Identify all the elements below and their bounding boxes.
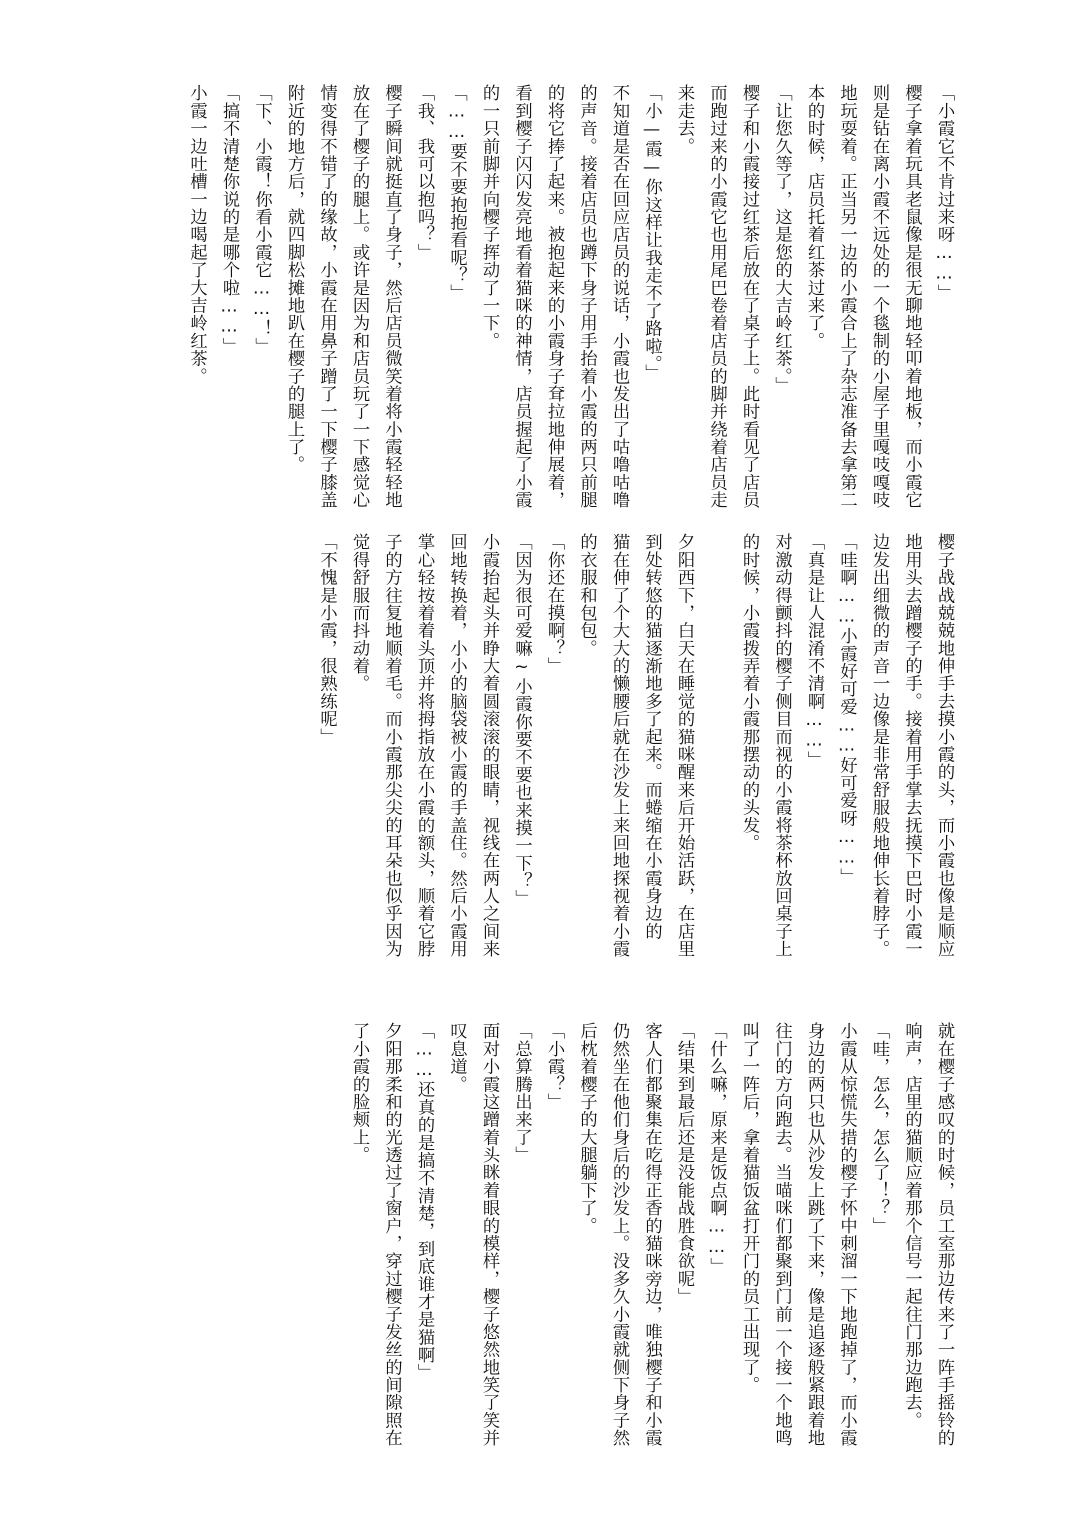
text-line: 樱子战战兢兢地伸手去摸小霞的头，而小霞也像是顺应	[934, 533, 954, 958]
text-line: 觉得舒服而抖动着。	[349, 533, 369, 693]
text-line: 夕阳那柔和的光透过了窗户，穿过樱子发丝的间隙照在	[381, 1022, 402, 1447]
text-line: 「哇啊……小霞好可爱……好可爱呀……」	[836, 533, 857, 886]
text-line: 樱子和小霞接过红茶后放在了桌子上。此时看见了店员	[739, 84, 759, 509]
text-line: 「小—霞—你这样让我走不了路啦。」	[641, 84, 662, 382]
text-line: 则是钻在离小霞不远处的一个毯制的小屋子里嘎吱嘎吱	[869, 84, 889, 509]
text-line: 樱子瞬间就挺直了身子，然后店员微笑着将小霞轻轻地	[381, 84, 402, 509]
text-line: 「小霞？」	[544, 1022, 564, 1111]
text-line: 「因为很可爱嘛~小霞你要不要也来摸一下？」	[511, 533, 532, 908]
text-line: 放在了樱子的腿上。或许是因为和店员玩了一下感觉心	[349, 84, 369, 509]
text-line	[700, 533, 733, 973]
text-column-bottom	[343, 1022, 961, 1462]
text-line: 而跑过来的小霞它也用尾巴卷着店员的脚并绕着店员走	[706, 84, 727, 509]
text-line: 仍然坐在他们身后的沙发上。没多久小霞就侧下身子然	[609, 1022, 629, 1447]
text-column-top	[180, 84, 960, 524]
text-line: 「什么嘛，原来是饭点啊……」	[706, 1022, 727, 1276]
text-line: 的一只前脚并向樱子挥动了一下。	[479, 84, 499, 350]
text-line: 地玩耍着。正当另一边的小霞合上了杂志准备去拿第二	[836, 84, 857, 509]
text-line: 了小霞的脸颊上。	[349, 1022, 369, 1164]
text-line: 地用头去蹭樱子的手。接着用手掌去抚摸下巴时小霞一	[901, 533, 922, 958]
text-line: 「哇，怎么，怎么了！？」	[869, 1022, 889, 1235]
text-line: 「真是让人混淆不清啊……」	[804, 533, 824, 769]
text-line: 附近的地方后，就四脚松摊地趴在樱子的腿上了。	[284, 84, 304, 474]
text-line: 的将它捧了起来。被抱起来的小霞身子耷拉地伸展着，	[544, 84, 564, 509]
text-line: 响声，店里的猫顺应着那个信号一起往门那边跑去。	[901, 1022, 922, 1429]
text-line: 「让您久等了，这是您的大吉岭红茶。」	[771, 84, 792, 394]
text-line: 到处转悠的猫逐渐地多了起来。而蜷缩在小霞身边的	[641, 533, 662, 940]
text-line: 「……还真的是搞不清楚，到底谁才是猫啊」	[414, 1022, 434, 1382]
text-line: 的衣服和包包。	[576, 533, 597, 657]
text-line: 掌心轻按着着头顶并将拇指放在小霞的额头，顺着它脖	[414, 533, 434, 958]
text-line: 面对小霞这蹭着头眯着眼的模样，樱子悠然地笑了笑并	[479, 1022, 499, 1447]
text-line: 猫在伸了个大大的懒腰后就在沙发上来回地探视着小霞	[609, 533, 629, 958]
text-line: 后枕着樱子的大腿躺下了。	[576, 1022, 597, 1235]
text-line: 小霞从惊慌失措的樱子怀中刺溜一下地跑掉了，而小霞	[836, 1022, 857, 1447]
text-line: 樱子拿着玩具老鼠像是很无聊地轻叩着地板，而小霞它	[901, 84, 922, 509]
text-line: 叹息道。	[446, 1022, 467, 1093]
text-line: 「结果到最后还是没能战胜食欲呢」	[674, 1022, 694, 1306]
text-line: 回地转换着，小小的脑袋被小霞的手盖住。然后小霞用	[446, 533, 467, 958]
text-line: 本的时候，店员托着红茶过来了。	[804, 84, 824, 350]
text-line: 情变得不错了的缘故，小霞在用鼻子蹭了一下樱子膝盖	[316, 84, 337, 509]
text-line: 客人们都聚集在吃得正香的猫咪旁边，唯独樱子和小霞	[641, 1022, 662, 1447]
text-line: 看到樱子闪闪发亮地看着猫咪的神情，店员握起了小霞	[511, 84, 532, 509]
text-line: 往门的方向跑去。当喵咪们都聚到门前一个接一个地鸣	[771, 1022, 792, 1447]
text-line: 「我、我可以抱吗？」	[414, 84, 434, 261]
text-line: 叫了一阵后，拿着猫饭盆打开门的员工出现了。	[739, 1022, 759, 1394]
text-line: 「下、小霞！你看小霞它……！」	[251, 84, 272, 355]
text-line: 的声音。接着店员也蹲下身子用手抬着小霞的两只前腿	[576, 84, 597, 509]
text-line: 对激动得颤抖的樱子侧目而视的小霞将茶杯放回桌子上	[771, 533, 792, 958]
text-line: 「总算腾出来了」	[511, 1022, 532, 1164]
text-line: 来走去。	[674, 84, 694, 155]
text-line: 「你还在摸啊？」	[544, 533, 564, 675]
text-line: 边发出细微的声音一边像是非常舒服般地伸长着脖子。	[869, 533, 889, 958]
text-column-middle	[310, 533, 960, 973]
text-line: 子的方往复地顺着毛。而小霞那尖尖的耳朵也似乎因为	[381, 533, 402, 958]
text-line: 「搞不清楚你说的是哪个啦……」	[219, 84, 239, 355]
text-line: 小霞抬起头并睁大着圆滚滚的眼睛，视线在两人之间来	[479, 533, 499, 958]
text-line: 小霞一边吐槽一边喝起了大吉岭红茶。	[186, 84, 207, 385]
text-line: 不知道是否在回应店员的说话，小霞也发出了咕噜咕噜	[609, 84, 629, 509]
text-line: 「小霞它不肯过来呀……」	[934, 84, 954, 302]
text-line: 就在樱子感叹的时候，员工室那边传来了一阵手摇铃的	[934, 1022, 954, 1447]
text-line: 「……要不要抱抱看呢？」	[446, 84, 467, 302]
text-line: 夕阳西下，白天在睡觉的猫咪醒来后开始活跃，在店里	[674, 533, 694, 958]
text-line: 身边的两只也从沙发上跳了下来，像是追逐般紧跟着地	[804, 1022, 824, 1447]
text-line: 「不愧是小霞，很熟练呢」	[316, 533, 337, 746]
text-line: 的时候，小霞拨弄着小霞那摆动的头发。	[739, 533, 759, 852]
